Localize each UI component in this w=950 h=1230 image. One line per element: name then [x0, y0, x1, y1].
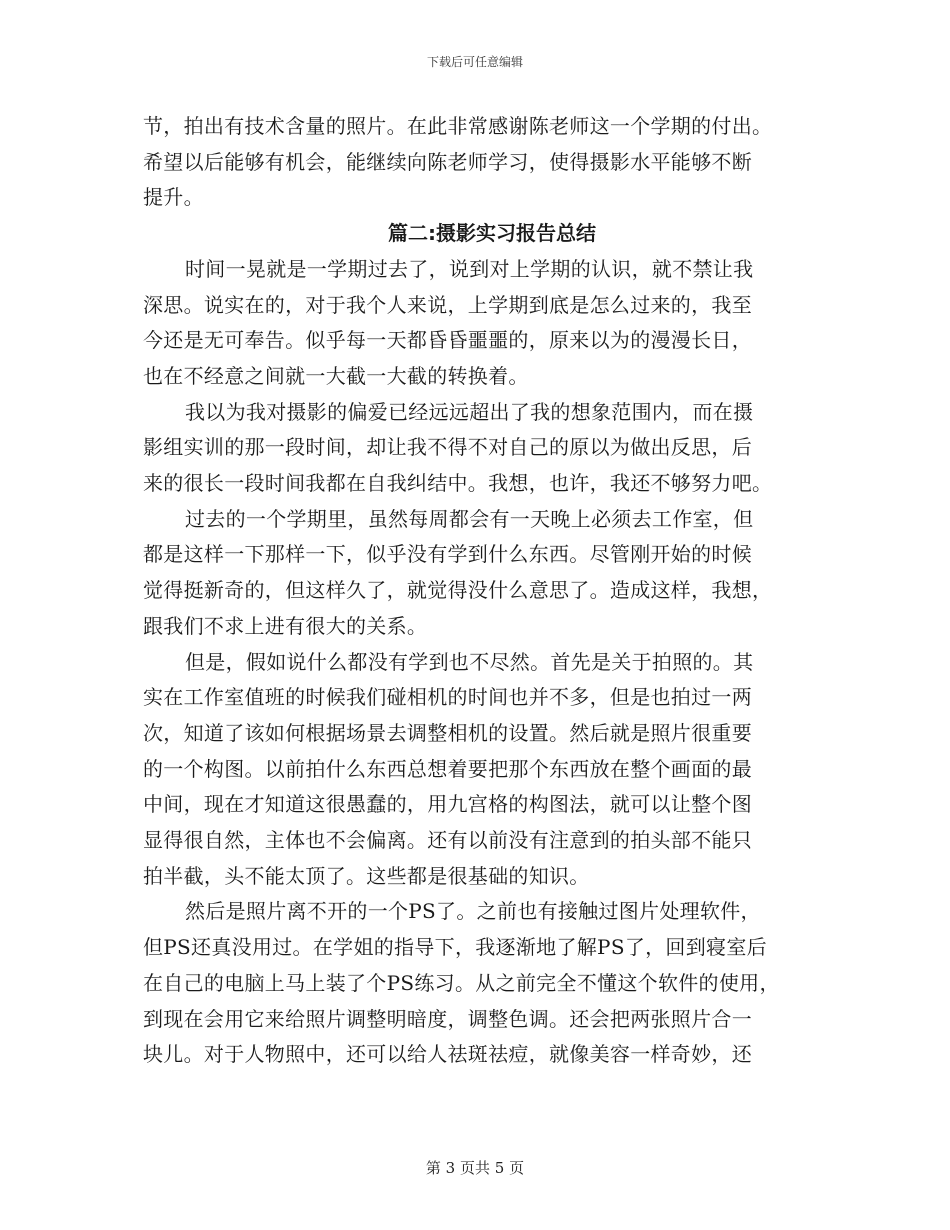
- text-line: 但是，假如说什么都没有学到也不尽然。首先是关于拍照的。其: [185, 649, 754, 674]
- text-line: 影组实训的那一段时间，却让我不得不对自己的原以为做出反思，后: [143, 435, 752, 460]
- text-line: 跟我们不求上进有很大的关系。: [143, 613, 428, 638]
- text-line: 然后是照片离不开的一个PS了。之前也有接触过图片处理软件，: [185, 899, 761, 924]
- text-line: 到现在会用它来给照片调整明暗度，调整色调。还会把两张照片合一: [143, 1006, 752, 1031]
- text-line: 次，知道了该如何根据场景去调整相机的设置。然后就是照片很重要: [143, 720, 752, 745]
- text-line: 都是这样一下那样一下，似乎没有学到什么东西。尽管刚开始的时候: [143, 542, 752, 567]
- text-line: 深思。说实在的，对于我个人来说，上学期到底是怎么过来的，我至: [143, 292, 752, 317]
- text-line: 但PS还真没用过。在学姐的指导下，我逐渐地了解PS了，回到寝室后: [143, 935, 767, 960]
- text-line: 也在不经意之间就一大截一大截的转换着。: [143, 363, 529, 388]
- paragraph-3: [143, 502, 811, 645]
- text-line: 我以为我对摄影的偏爱已经远远超出了我的想象范围内，而在摄: [185, 399, 754, 424]
- text-line: 时间一晃就是一学期过去了，说到对上学期的认识，就不禁让我: [185, 256, 754, 281]
- paragraph-2: [143, 395, 811, 502]
- text-line: 在自己的电脑上马上装了个PS练习。从之前完全不懂这个软件的使用，: [143, 970, 780, 995]
- text-line: 实在工作室值班的时候我们碰相机的时间也并不多，但是也拍过一两: [143, 685, 752, 710]
- paragraph-5: [143, 894, 811, 1073]
- paragraph-4: [143, 645, 811, 895]
- text-line: 中间，现在才知道这很愚蠢的，用九宫格的构图法，就可以让整个图: [143, 792, 752, 817]
- intro-paragraph: [143, 109, 811, 216]
- page-header: 下载后可任意编辑: [426, 55, 523, 69]
- page-footer: 第 3 页共 5 页: [425, 1159, 525, 1177]
- text-line: 过去的一个学期里，虽然每周都会有一天晚上必须去工作室，但: [185, 506, 754, 531]
- paragraph-1: [143, 252, 811, 395]
- text-line: 块儿。对于人物照中，还可以给人祛斑祛痘，就像美容一样奇妙，还: [143, 1042, 752, 1067]
- text-line: 显得很自然，主体也不会偏离。还有以前没有注意到的拍头部不能只: [143, 828, 752, 853]
- section-title: 篇二:摄影实习报告总结: [388, 221, 596, 246]
- document-body: [143, 109, 811, 1073]
- text-line: 希望以后能够有机会，能继续向陈老师学习，使得摄影水平能够不断: [143, 149, 752, 174]
- text-line: 拍半截，头不能太顶了。这些都是很基础的知识。: [143, 863, 590, 888]
- text-line: 节，拍出有技术含量的照片。在此非常感谢陈老师这一个学期的付出。: [143, 114, 773, 138]
- text-line: 今还是无可奉告。似乎每一天都昏昏噩噩的，原来以为的漫漫长日，: [143, 328, 752, 353]
- text-line: 的一个构图。以前拍什么东西总想着要把那个东西放在整个画面的最: [143, 756, 752, 781]
- text-line: 来的很长一段时间我都在自我纠结中。我想，也许，我还不够努力吧。: [143, 471, 773, 496]
- text-line: 提升。: [143, 185, 204, 210]
- text-line: 觉得挺新奇的，但这样久了，就觉得没什么意思了。造成这样，我想，: [143, 578, 773, 603]
